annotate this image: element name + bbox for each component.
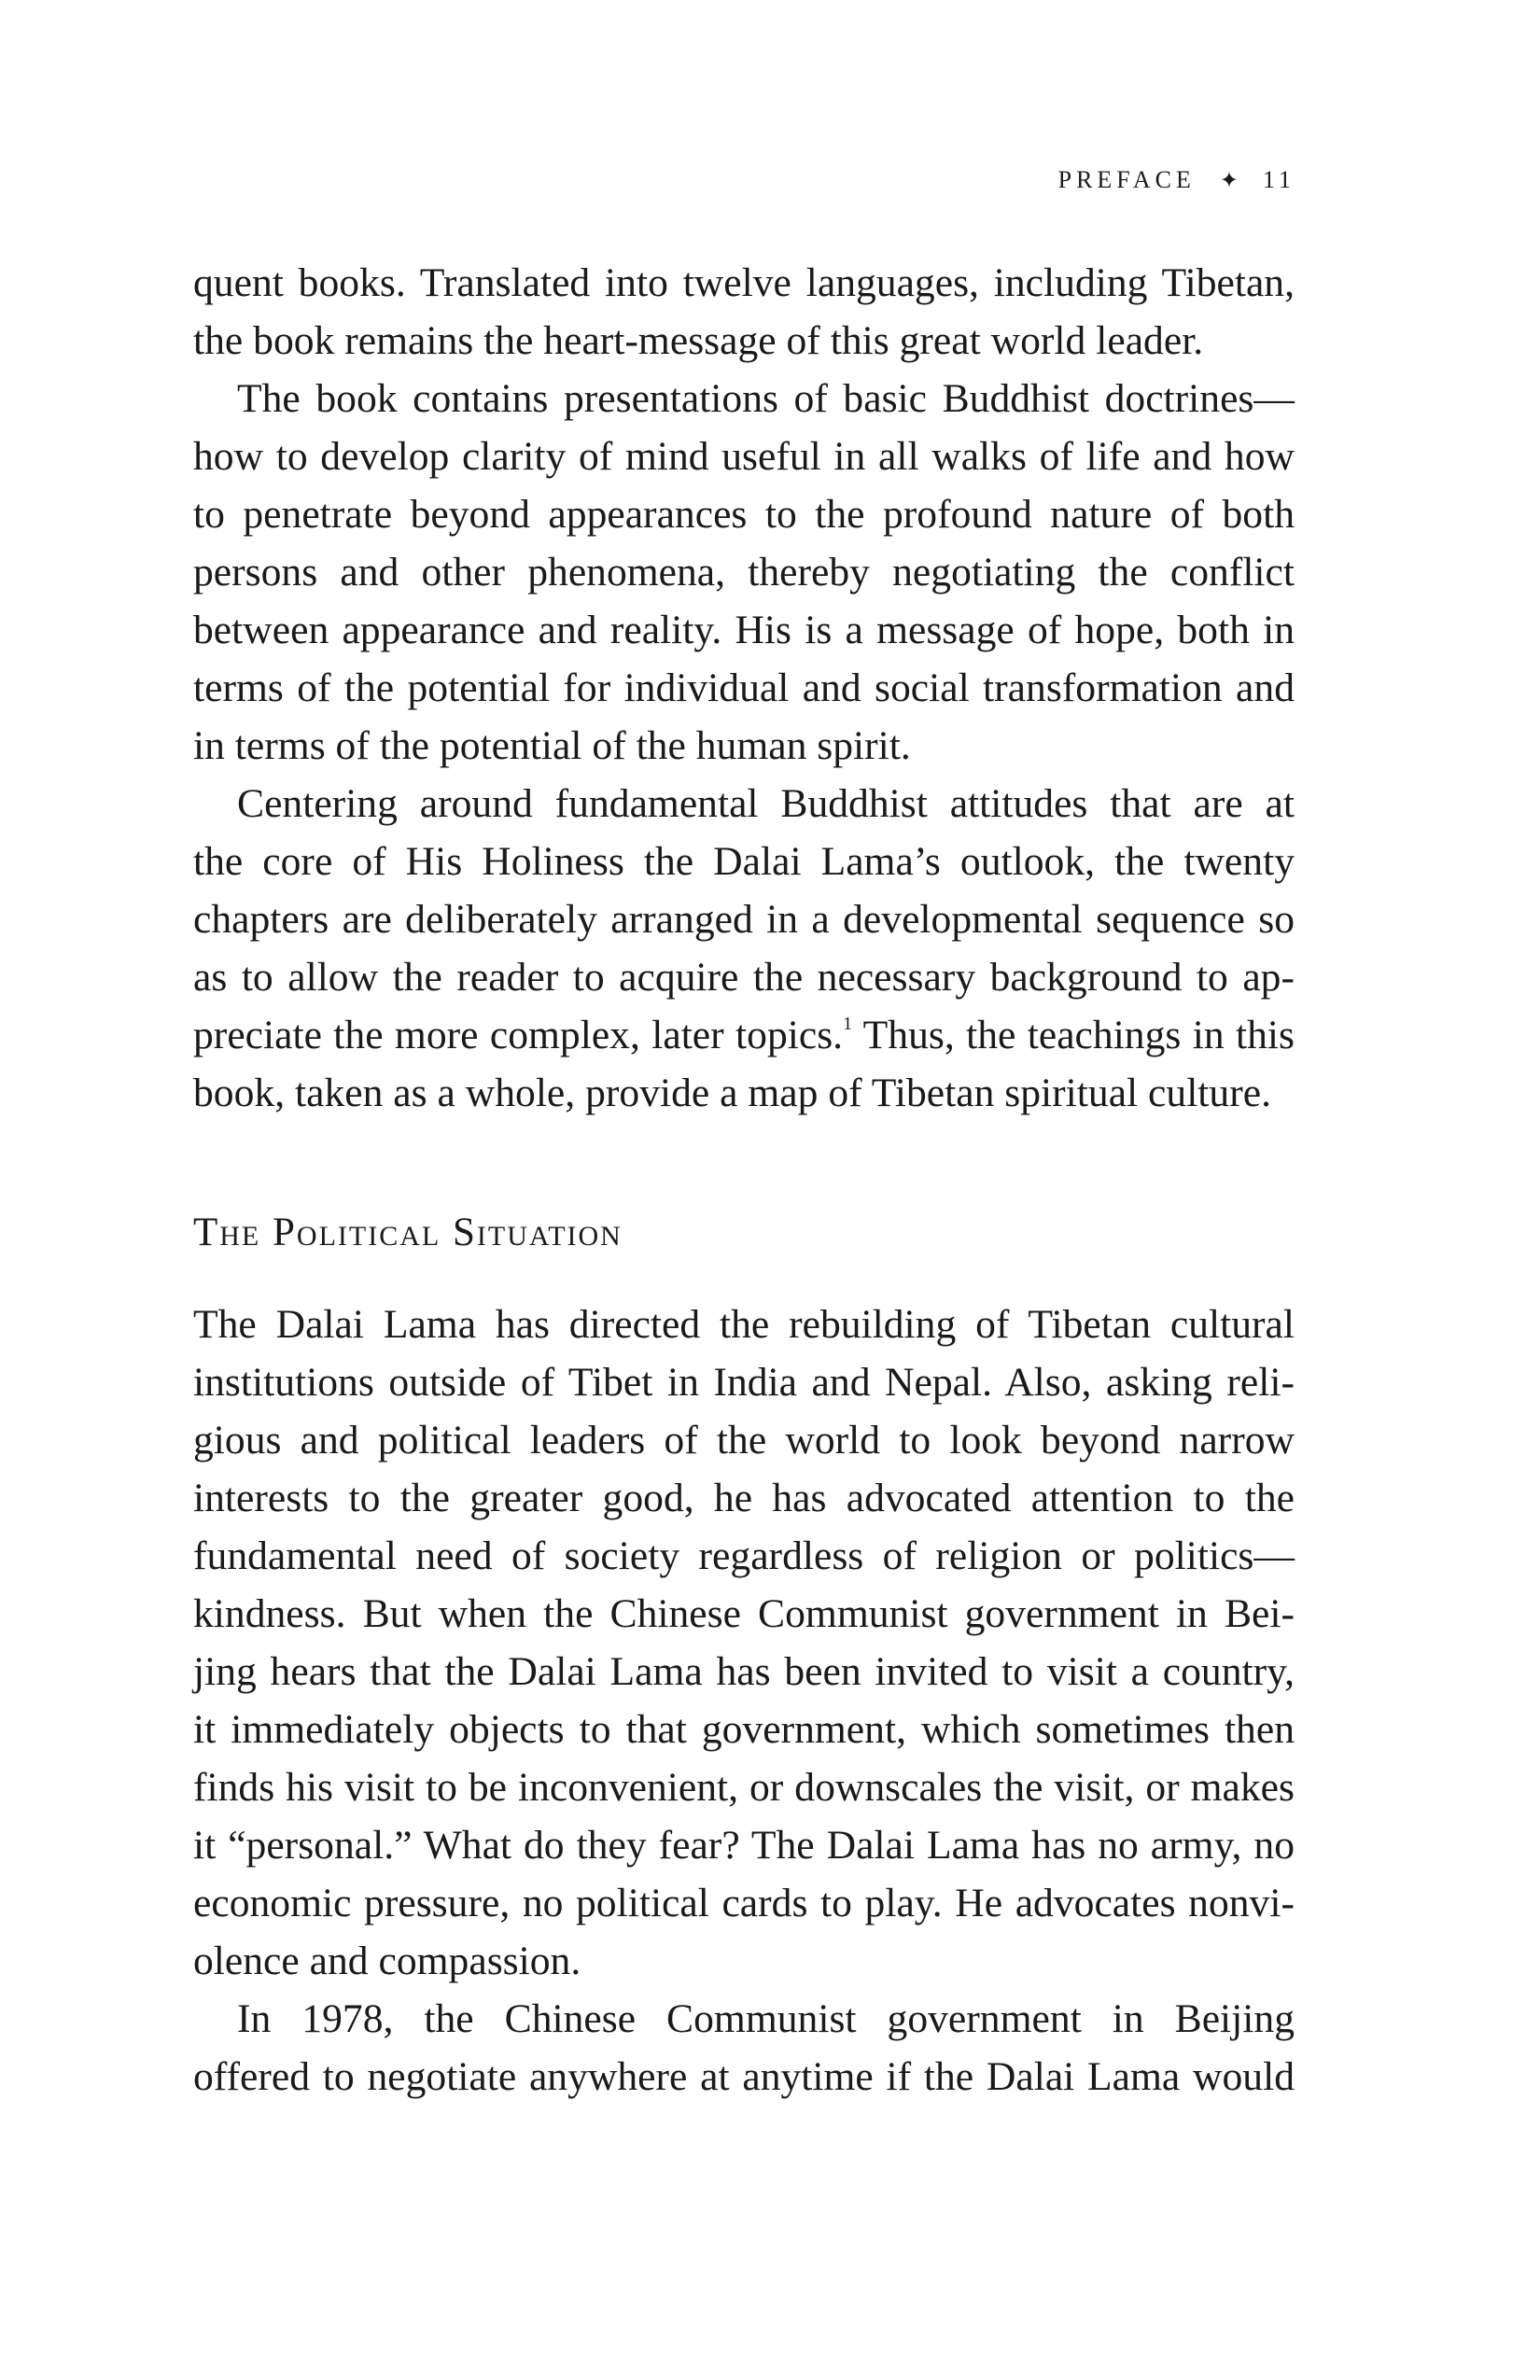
text-line-end: Thus, the teachings in this bbox=[852, 1013, 1295, 1057]
text-line: it “personal.” What do they fear? The Dalai Lama has no army, no bbox=[193, 1823, 1295, 1868]
text-line: Centering around fundamental Buddhist attitudes that are at bbox=[237, 781, 1295, 826]
text-line: fundamental need of society regardless of religion or politics— bbox=[193, 1533, 1295, 1578]
text-line: it immediately objects to that government, which sometimes then bbox=[193, 1707, 1295, 1752]
text-line: how to develop clarity of mind useful in all walks of life and how bbox=[193, 434, 1295, 479]
text-line: economic pressure, no political cards to play. He advocates nonvi- bbox=[193, 1881, 1295, 1925]
text-line: book, taken as a whole, provide a map of Tibetan spiritual culture. bbox=[193, 1071, 1271, 1115]
text-line: as to allow the reader to acquire the necessary background to ap- bbox=[193, 955, 1295, 1000]
text-line: In 1978, the Chinese Communist government in Beijing bbox=[237, 1996, 1295, 2041]
text-line: in terms of the potential of the human spirit. bbox=[193, 723, 911, 768]
text-line: interests to the greater good, he has advocated attention to the bbox=[193, 1476, 1295, 1520]
text-line: the book remains the heart-message of this great world leader. bbox=[193, 318, 1204, 363]
text-line: to penetrate beyond appearances to the profound nature of both bbox=[193, 492, 1295, 537]
text-line: between appearance and reality. His is a message of hope, both in bbox=[193, 608, 1295, 652]
text-line: institutions outside of Tibet in India and Nepal. Also, asking reli- bbox=[193, 1360, 1295, 1405]
text-line: The Dalai Lama has directed the rebuilding of Tibetan cultural bbox=[193, 1302, 1295, 1347]
text-line: the core of His Holiness the Dalai Lama’s outlook, the twenty bbox=[193, 839, 1295, 884]
text-line-with-footnote bbox=[193, 1006, 1295, 1064]
text-line: quent books. Translated into twelve languages, including Tibetan, bbox=[193, 260, 1295, 305]
section-heading: The Political Situation bbox=[193, 1211, 623, 1254]
text-line: olence and compassion. bbox=[193, 1939, 581, 1983]
text-line: jing hears that the Dalai Lama has been invited to visit a country, bbox=[193, 1649, 1295, 1694]
text-line: persons and other phenomena, thereby negotiating the conflict bbox=[193, 550, 1295, 595]
text-line: The book contains presentations of basic Buddhist doctrines— bbox=[237, 376, 1295, 421]
running-head-section: PREFACE bbox=[1057, 166, 1196, 193]
text-line-start: preciate the more complex, later topics. bbox=[193, 1013, 844, 1057]
text-line: gious and political leaders of the world to look beyond narrow bbox=[193, 1418, 1295, 1463]
text-line: offered to negotiate anywhere at anytime if the Dalai Lama would bbox=[193, 2054, 1295, 2099]
page-number: 11 bbox=[1262, 166, 1295, 193]
body-text-bottom bbox=[193, 1295, 1295, 2106]
running-head bbox=[1058, 166, 1295, 194]
text-line: terms of the potential for individual and social transformation and bbox=[193, 665, 1295, 710]
text-line: finds his visit to be inconvenient, or downscales the visit, or makes bbox=[193, 1765, 1295, 1810]
text-line: kindness. But when the Chinese Communist government in Bei- bbox=[193, 1591, 1295, 1636]
text-line: chapters are deliberately arranged in a developmental sequence so bbox=[193, 897, 1295, 942]
body-text-top bbox=[193, 254, 1295, 1122]
ornament-icon: ✦ bbox=[1219, 168, 1239, 193]
footnote-marker[interactable]: 1 bbox=[843, 1014, 853, 1035]
